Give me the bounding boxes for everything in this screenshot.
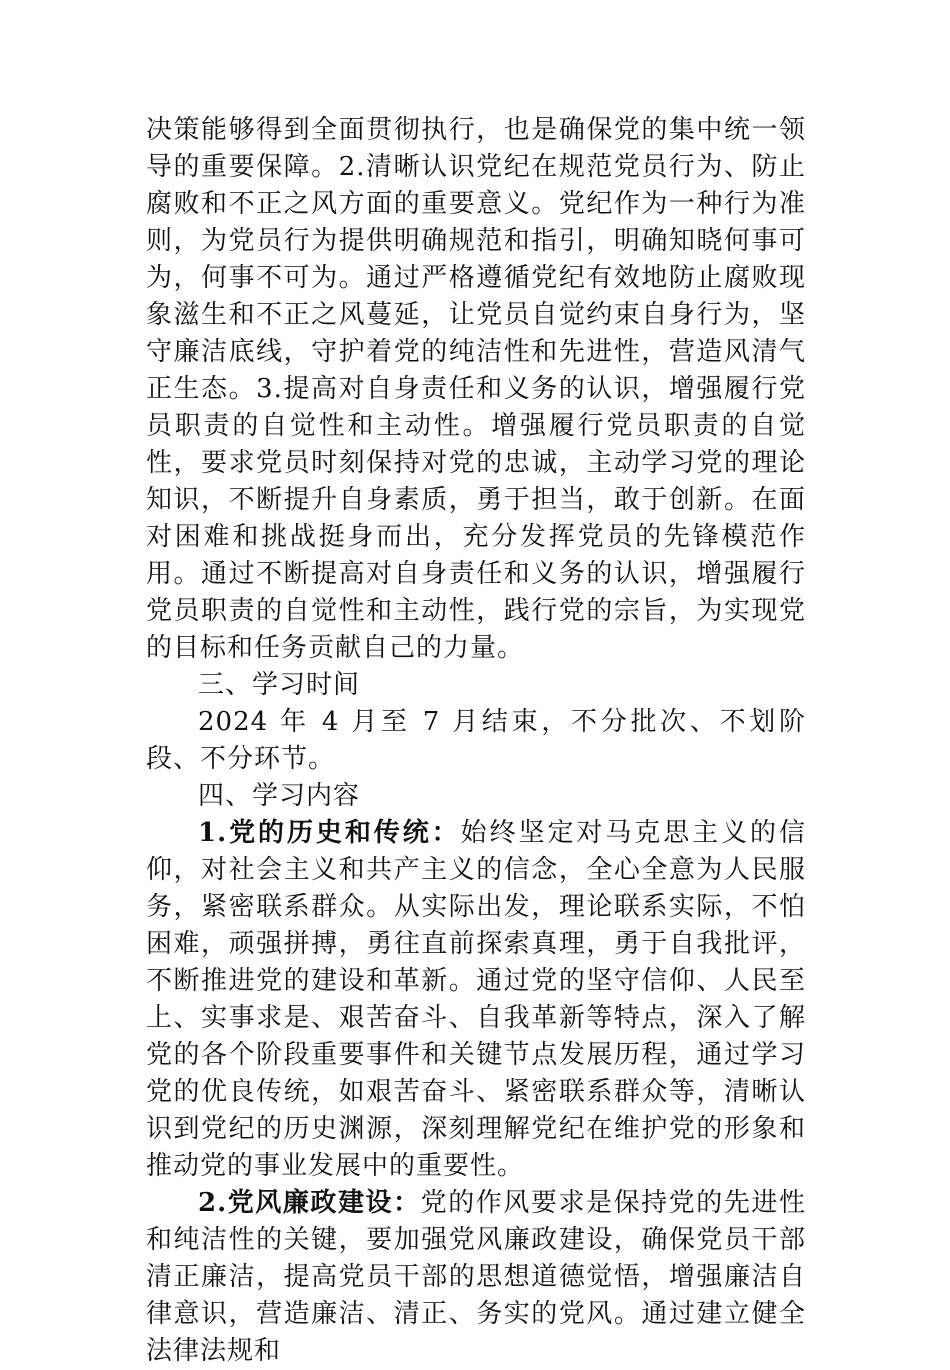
paragraph-item-1 <box>146 815 806 1185</box>
paragraph-item-2 <box>146 1185 806 1370</box>
paragraph-study-time: 2024 年 4 月至 7 月结束，不分批次、不划阶段、不分环节。 <box>146 707 806 774</box>
item-2-title: 2.党风廉政建设： <box>198 1188 421 1218</box>
item-1-title: 1.党的历史和传统： <box>198 818 461 848</box>
item-1-body: 始终坚定对马克思主义的信仰，对社会主义和共产主义的信念，全心全意为人民服务，紧密联系群众。从实际出发，理论联系实际，不怕困难，顽强拼搏，勇往直前探索真理，勇于自我批评，不断推进党的建设和革新。通过党的坚守信仰、人民至上、实事求是、艰苦奋斗、自我革新等特点，深入了解党的各个阶段重要事件和关键节点发展历程，通过学习党的优良传统，如艰苦奋斗、紧密联系群众等，清晰认识到党纪的历史渊源，深刻理解党纪在维护党的形象和推动党的事业发展中的重要性。 <box>146 818 806 1181</box>
section-heading-study-content: 四、学习内容 <box>198 781 361 811</box>
item-2-body: 党的作风要求是保持党的先进性和纯洁性的关键，要加强党风廉政建设，确保党员干部清正廉洁，提高党员干部的思想道德觉悟，增强廉洁自律意识，营造廉洁、清正、务实的党风。通过建立健全法律法规和 <box>146 1188 806 1366</box>
paragraph-continuation: 决策能够得到全面贯彻执行，也是确保党的集中统一领导的重要保障。2.清晰认识党纪在规范党员行为、防止腐败和不正之风方面的重要意义。党纪作为一种行为准则，为党员行为提供明确规范和指引，明确知晓何事可为，何事不可为。通过严格遵循党纪有效地防止腐败现象滋生和不正之风蔓延，让党员自觉约束自身行为，坚守廉洁底线，守护着党的纯洁性和先进性，营造风清气正生态。3.提高对自身责任和义务的认识，增强履行党员职责的自觉性和主动性。增强履行党员职责的自觉性，要求党员时刻保持对党的忠诚，主动学习党的理论知识，不断提升自身素质，勇于担当，敢于创新。在面对困难和挑战挺身而出，充分发挥党员的先锋模范作用。通过不断提高对自身责任和义务的认识，增强履行党员职责的自觉性和主动性，践行党的宗旨，为实现党的目标和任务贡献自己的力量。 <box>146 115 806 663</box>
document-page <box>146 112 806 1366</box>
section-heading-study-time: 三、学习时间 <box>198 670 361 700</box>
